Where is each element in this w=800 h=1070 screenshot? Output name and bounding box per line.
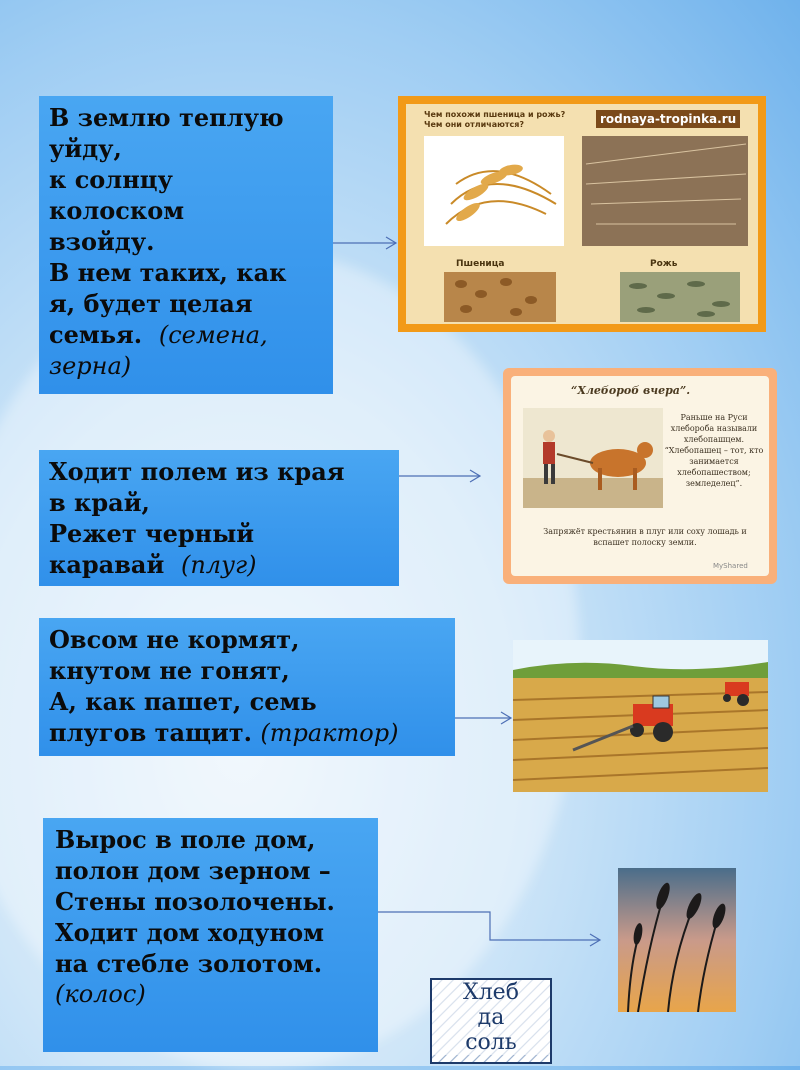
riddle-line: В землю теплую (49, 103, 284, 132)
riddle-line: Стены позолочены. (55, 887, 335, 916)
riddle-last-text: семья. (49, 320, 143, 349)
stamp-line: да (432, 1005, 550, 1030)
riddle-answer: (трактор) (260, 719, 399, 747)
picture-caption: Запряжёт крестьянин в плуг или соху лошадь и вспашет полоску земли. (543, 527, 747, 547)
picture-question: Чем похожи пшеница и рожь? Чем они отличаются? (424, 110, 566, 129)
riddle-last-text: каравай (49, 550, 165, 579)
bread-and-salt-label (430, 978, 552, 1064)
riddle-line: В нем таких, как (49, 258, 287, 287)
riddle-line: Ходит полем из края (49, 457, 345, 486)
riddle-line: взойду. (49, 227, 155, 256)
riddle-line: Овсом не кормят, (49, 625, 300, 654)
riddle-line: Ходит дом ходуном (55, 918, 324, 947)
riddle-answer: (плуг) (180, 551, 257, 579)
picture-text: Раньше на Руси хлебороба называли хлебопашцем. “Хлебопашец – тот, кто занимается хлебопашеством; земледелец”. (664, 413, 764, 488)
stamp-line: соль (432, 1030, 550, 1055)
riddle-answer: (семена, (158, 321, 268, 349)
riddle-line: полон дом зерном – (55, 856, 331, 885)
stamp-line: Хлеб (432, 980, 550, 1005)
riddle-line: Вырос в поле дом, (55, 825, 316, 854)
riddle-line: колоском (49, 196, 185, 225)
riddle-answer-cont: зерна) (49, 352, 132, 380)
wheat-caption: Пшеница (456, 259, 505, 269)
riddle-line: я, будет целая (49, 289, 253, 318)
riddle-answer: (колос) (55, 980, 146, 1008)
riddle-line: Режет черный (49, 519, 255, 548)
site-label: rodnaya-tropinka.ru (596, 110, 740, 128)
riddle-line: к солнцу (49, 165, 173, 194)
riddle-line: кнутом не гонят, (49, 656, 290, 685)
brand-label: MyShared (713, 562, 748, 570)
riddle-line: на стебле золотом. (55, 949, 323, 978)
riddle-line: в край, (49, 488, 150, 517)
riddle-last-text: плугов тащит. (49, 718, 253, 747)
riddle-line: А, как пашет, семь (49, 687, 317, 716)
riddle-line: уйду, (49, 134, 122, 163)
picture-title: “Хлебороб вчера”. (571, 384, 691, 397)
rye-caption: Рожь (650, 259, 678, 269)
